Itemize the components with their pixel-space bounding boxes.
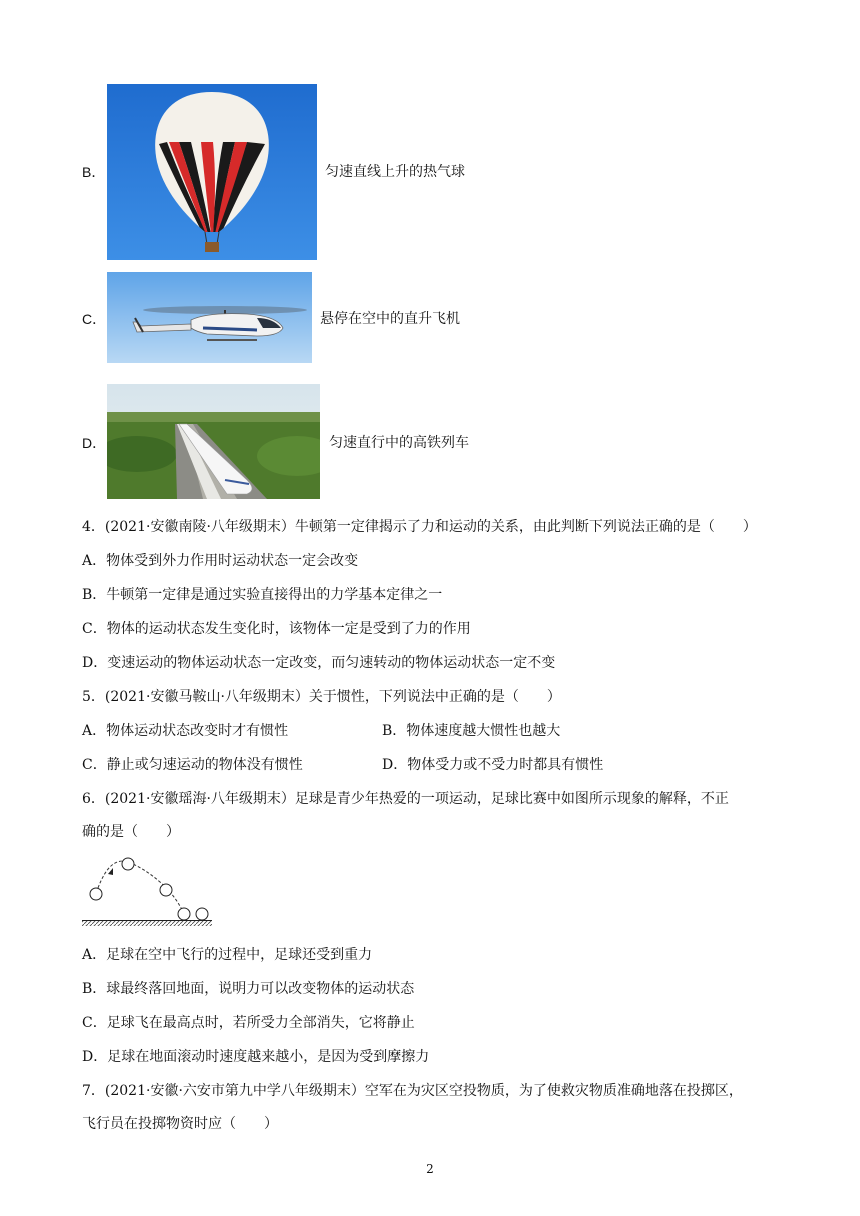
hot-air-balloon-image	[107, 84, 317, 260]
q4-option-a: A．物体受到外力作用时运动状态一定会改变	[82, 553, 359, 569]
option-b-caption: 匀速直线上升的热气球	[325, 164, 465, 180]
option-c-caption: 悬停在空中的直升飞机	[320, 311, 460, 327]
q5-stem: 5．(2021·安徽马鞍山·八年级期末）关于惯性，下列说法中正确的是（ ）	[82, 689, 561, 705]
q6-option-a: A．足球在空中飞行的过程中，足球还受到重力	[82, 947, 373, 963]
helicopter-image	[107, 272, 312, 363]
page-number: 2	[426, 1162, 434, 1176]
q6-stem-line1: 6．(2021·安徽瑶海·八年级期末）足球是青少年热爱的一项运动，足球比赛中如图所示现象的解释，不正	[82, 791, 729, 807]
q6-option-b: B．球最终落回地面，说明力可以改变物体的运动状态	[82, 981, 415, 997]
q7-stem-line1: 7．(2021·安徽·六安市第九中学八年级期末）空军在为灾区空投物质，为了使救灾物质准确地落在投掷区，	[82, 1083, 743, 1099]
football-trajectory-figure	[80, 852, 214, 930]
q5-option-c: C．静止或匀速运动的物体没有惯性	[82, 757, 303, 773]
q4-option-d: D．变速运动的物体运动状态一定改变，而匀速转动的物体运动状态一定不变	[82, 655, 556, 671]
q6-stem-line2: 确的是（ ）	[82, 824, 180, 840]
q5-option-d: D．物体受力或不受力时都具有惯性	[382, 757, 604, 773]
option-c-letter: C．	[82, 311, 107, 327]
option-d-caption: 匀速直行中的高铁列车	[329, 435, 469, 451]
q4-stem: 4．(2021·安徽南陵·八年级期末）牛顿第一定律揭示了力和运动的关系，由此判断下列说法正确的是（ ）	[82, 519, 757, 535]
q7-stem-line2: 飞行员在投掷物资时应（ ）	[82, 1116, 278, 1132]
q5-option-a: A．物体运动状态改变时才有惯性	[82, 723, 289, 739]
option-d-letter: D．	[82, 435, 107, 451]
q6-option-c: C．足球飞在最高点时，若所受力全部消失，它将静止	[82, 1015, 415, 1031]
q5-option-b: B．物体速度越大惯性也越大	[382, 723, 561, 739]
option-b-letter: B．	[82, 164, 106, 180]
high-speed-train-image	[107, 384, 320, 499]
q4-option-c: C．物体的运动状态发生变化时，该物体一定是受到了力的作用	[82, 621, 471, 637]
q6-option-d: D．足球在地面滚动时速度越来越小，是因为受到摩擦力	[82, 1049, 430, 1065]
q4-option-b: B．牛顿第一定律是通过实验直接得出的力学基本定律之一	[82, 587, 443, 603]
